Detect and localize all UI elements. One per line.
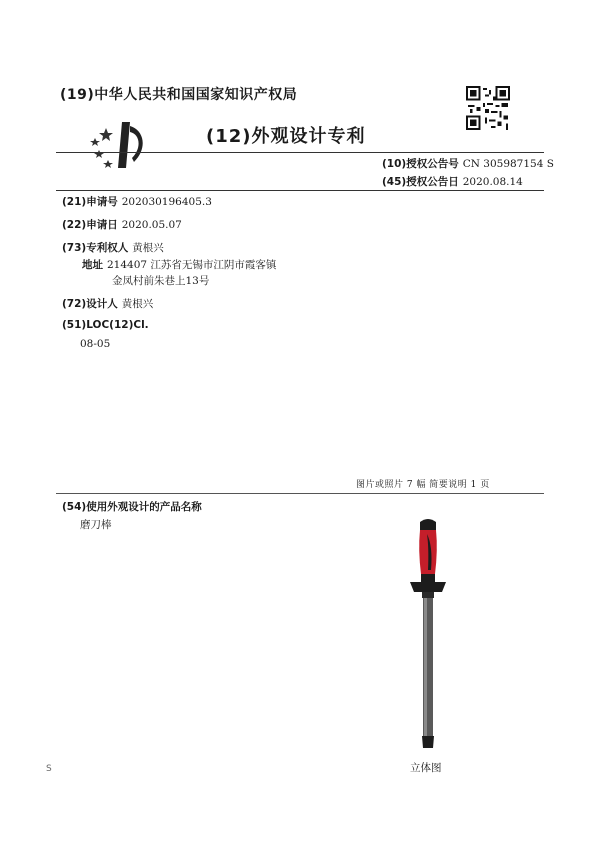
product-name-value: 磨刀棒 [80,519,112,531]
pages-info: 图片或照片 7 幅 简要说明 1 页 [356,480,490,490]
address-line-1: 214407 江苏省无锡市江阴市霞客镇 [107,259,277,271]
application-date-value: 2020.05.07 [121,219,182,231]
office-title: (19)中华人民共和国国家知识产权局 [60,87,298,103]
handle-cap [420,519,436,530]
view-label: 立体图 [410,762,442,774]
qr-code-icon [466,86,510,130]
handle-guard [410,582,446,592]
publication-date [382,174,523,189]
address-label: 地址 [82,259,103,271]
designer [62,296,153,311]
product-name-heading [62,499,202,514]
rod-tip [422,736,434,748]
designer-label: (72)设计人 [62,298,118,310]
address-line-2: 金凤村前朱巷上13号 [112,275,210,287]
divider [56,493,544,494]
application-number [62,194,212,209]
loc-value: 08-05 [80,338,111,350]
patent-holder-label: (73)专利权人 [62,242,129,254]
publication-date-value: 2020.08.14 [462,176,523,188]
divider [56,152,544,153]
publication-date-label: (45)授权公告日 [382,176,459,188]
publication-number-value: CN 305987154 S [462,158,554,170]
cnipa-emblem-icon [86,120,152,170]
designer-value: 黄根兴 [121,298,154,310]
divider [56,190,544,191]
product-name-label: (54)使用外观设计的产品名称 [62,501,202,513]
publication-number [382,156,554,171]
publication-number-label: (10)授权公告号 [382,158,459,170]
document-type: (12)外观设计专利 [206,126,366,147]
margin-mark: S [46,764,52,774]
sharpening-steel-illustration [398,516,458,756]
application-number-value: 202030196405.3 [121,196,212,208]
loc-classification [62,319,149,331]
address [82,257,276,272]
application-number-label: (21)申请号 [62,196,118,208]
patent-holder-value: 黄根兴 [132,242,164,254]
application-date-label: (22)申请日 [62,219,118,231]
application-date [62,217,182,232]
patent-holder [62,240,164,255]
loc-label: (51)LOC(12)Cl. [62,319,149,331]
